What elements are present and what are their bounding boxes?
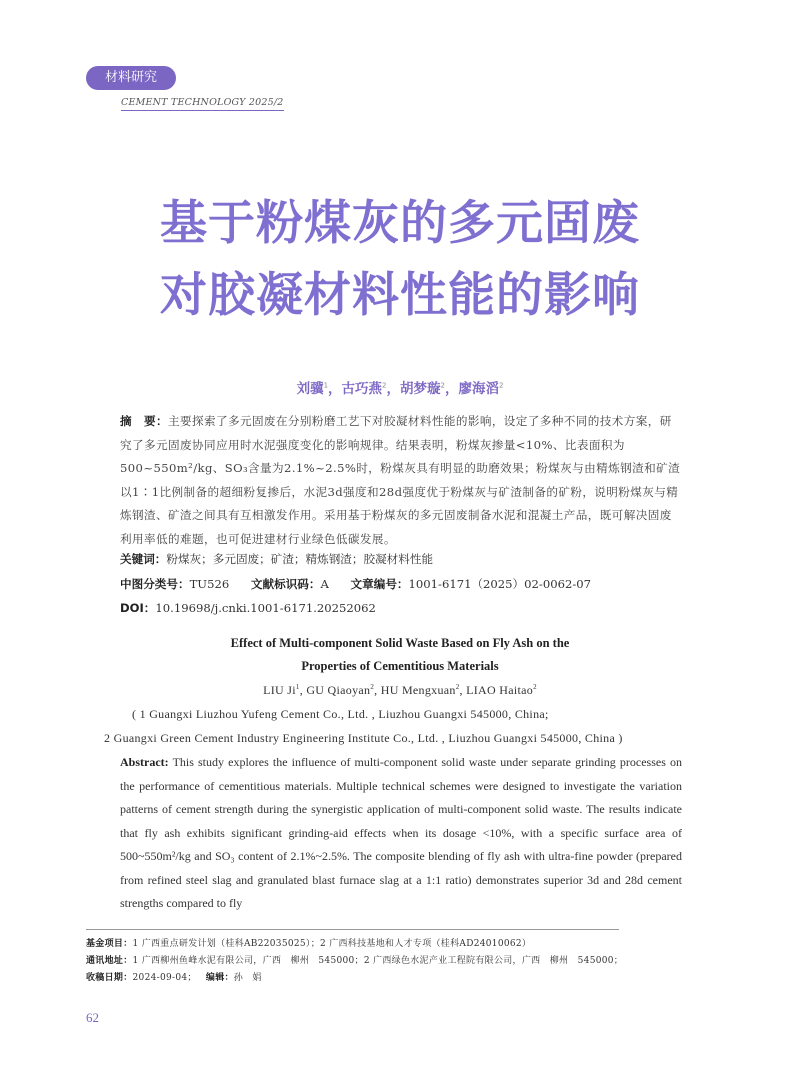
abstract-chinese (120, 410, 682, 551)
footnote-divider (86, 929, 619, 930)
fund-label: 基金项目： (86, 939, 133, 949)
classification-line (120, 576, 591, 592)
author-name: 廖海滔 (458, 381, 499, 397)
english-title-line-2: Properties of Cementitious Materials (301, 659, 499, 673)
affiliation-2: 2 Guangxi Green Cement Industry Engineering Institute Co., Ltd. , Liuzhou Guangxi 545000, China ) (104, 731, 623, 745)
keywords (120, 551, 433, 567)
english-author-name: HU Mengxuan (380, 683, 456, 697)
keywords-label: 关键词： (120, 552, 167, 566)
article-number-value: 1001-6171（2025）02-0062-07 (408, 577, 591, 591)
doi-label: DOI： (120, 601, 156, 615)
title-line-2: 对胶凝材料性能的影响 (160, 268, 640, 323)
address-label: 通讯地址： (86, 956, 133, 966)
english-title-line-1: Effect of Multi-component Solid Waste Based on Fly Ash on the (230, 636, 570, 650)
author-name: 胡梦璇 (400, 381, 441, 397)
section-tag: 材料研究 (86, 66, 176, 90)
author-list (0, 377, 800, 397)
abstract-text: 主要探索了多元固废在分别粉磨工艺下对胶凝材料性能的影响，设定了多种不同的技术方案，研究了多元固废协同应用时水泥强度变化的影响规律。结果表明，粉煤灰掺量<10%、比表面积为500~550m²/kg、SO₃含量为2.1%~2.5%时，粉煤灰具有明显的助磨效果；粉煤灰与由精炼钢渣和矿渣以1∶1比例制备的超细粉复掺后，水泥3d强度和28d强度优于粉煤灰与矿渣制备的矿粉，说明粉煤灰与精炼钢渣、矿渣之间具有互相激发作用。采用基于粉煤灰的多元固废制备水泥和混凝土产品，既可解决固废利用率低的难题，也可促进建材行业绿色低碳发展。 (120, 414, 681, 546)
address-footnote (86, 953, 623, 966)
author-separator: ， (444, 381, 459, 397)
english-author-affiliation-mark: 2 (455, 683, 460, 691)
document-code-value: A (320, 577, 329, 591)
received-label: 收稿日期： (86, 973, 133, 983)
english-author-affiliation-mark: 2 (370, 683, 375, 691)
english-author-name: LIAO Haitao (466, 683, 534, 697)
abstract-label: 摘 要： (120, 414, 168, 428)
received-footnote (86, 970, 262, 983)
clc-label: 中图分类号： (120, 577, 190, 591)
author-affiliation-mark: 1 (323, 381, 329, 390)
affiliation-1: ( 1 Guangxi Liuzhou Yufeng Cement Co., Ltd. , Liuzhou Guangxi 545000, China; (132, 707, 549, 721)
fund-footnote (86, 936, 531, 949)
abstract-english (120, 751, 682, 916)
clc-value: TU526 (189, 577, 230, 591)
english-author-affiliation-mark: 2 (533, 683, 537, 691)
english-author-list (0, 683, 800, 698)
doi-value: 10.19698/j.cnki.1001-6171.20252062 (155, 601, 376, 615)
editor-label: 编辑： (205, 973, 234, 983)
author-name: 古巧燕 (341, 381, 383, 397)
english-author-affiliation-mark: 1 (295, 683, 300, 691)
english-abstract-label: Abstract: (120, 755, 169, 769)
address-text: 1 广西柳州鱼峰水泥有限公司，广西 柳州 545000；2 广西绿色水泥产业工程院有限公司，广西 柳州 545000； (132, 956, 624, 966)
author-separator: ， (386, 381, 400, 397)
doi-line (120, 600, 376, 616)
english-author-name: GU Qiaoyan (306, 683, 371, 697)
author-separator: ， (328, 381, 342, 397)
document-code-label: 文献标识码： (250, 577, 321, 591)
author-affiliation-mark: 2 (498, 381, 504, 390)
title-line-1: 基于粉煤灰的多元固废 (160, 196, 640, 251)
received-text: 2024-09-04； (132, 973, 197, 983)
journal-name: CEMENT TECHNOLOGY 2025/2 (121, 97, 284, 111)
fund-text: 1 广西重点研发计划（桂科AB22035025）；2 广西科技基地和人才专项（桂科AD24010062） (132, 939, 532, 949)
keywords-text: 粉煤灰；多元固废；矿渣；精炼钢渣；胶凝材料性能 (166, 552, 434, 566)
article-number-label: 文章编号： (350, 577, 409, 591)
english-abstract-text: This study explores the influence of multi-component solid waste under separate grinding processes on the performance of cementitious materials. Multiple technical schemes were designed to investigate the variation patterns of cement strength during the synergistic application of multi-component solid waste. The results indicate that fly ash exhibits significant grinding-aid effects when its dosage <10%, with a specific surface area of 500~550m²/kg and SO₃ content of 2.1%~2.5%. The composite blending of fly ash with ultra-fine powder (prepared from refined steel slag and granulated blast furnace slag at a 1:1 ratio) demonstrates superior 3d and 28d cement strengths compared to fly (120, 755, 682, 910)
english-author-separator: , (299, 683, 307, 697)
author-affiliation-mark: 2 (382, 381, 387, 390)
editor-text: 孙 娟 (233, 973, 262, 983)
english-author-separator: , (374, 683, 381, 697)
page-number: 62 (86, 1010, 99, 1025)
english-author-separator: , (459, 683, 467, 697)
english-author-name: LIU Ji (263, 683, 296, 697)
author-name: 刘骥 (296, 381, 324, 397)
author-affiliation-mark: 2 (440, 381, 445, 390)
